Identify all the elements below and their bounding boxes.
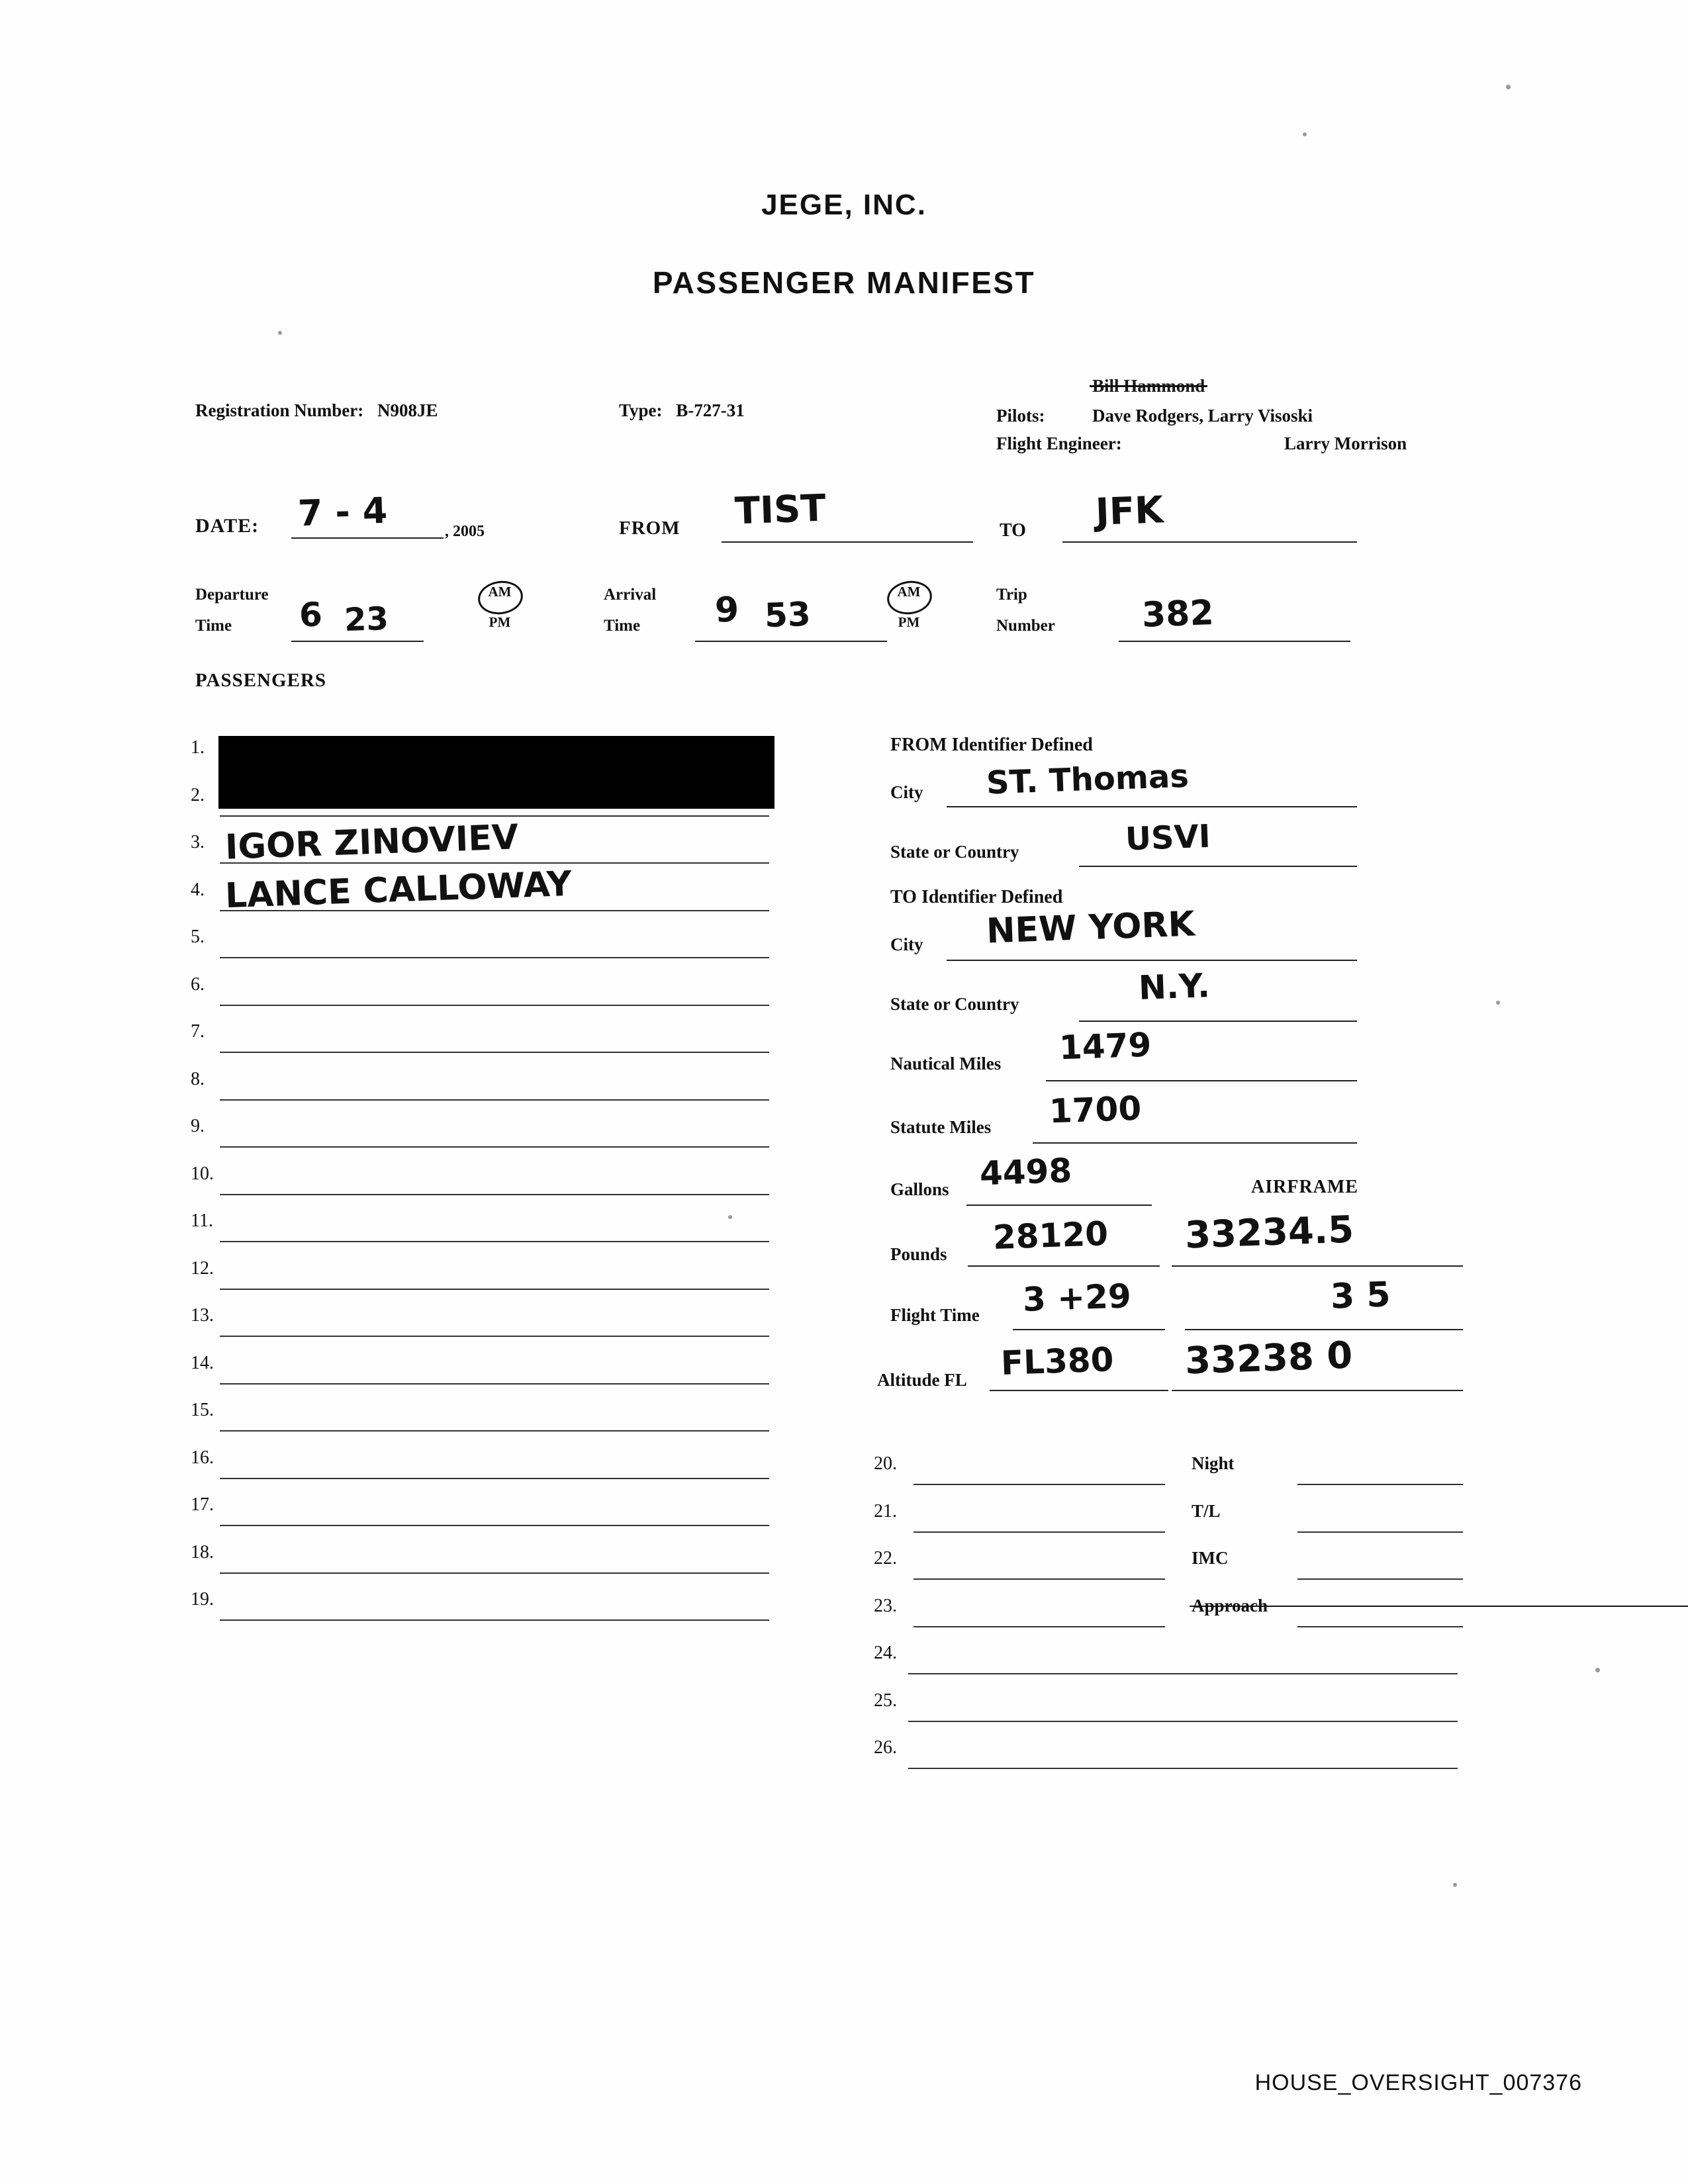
altitude-value: FL380 <box>1000 1340 1115 1383</box>
passenger-row-line <box>220 1289 769 1290</box>
scan-speck <box>728 1215 732 1219</box>
from-city-rule <box>947 806 1357 807</box>
passenger-row-number: 14. <box>191 1352 214 1373</box>
date-year: , 2005 <box>445 523 485 540</box>
passenger-row-line <box>220 1619 769 1621</box>
passengers-heading: PASSENGERS <box>195 670 327 691</box>
to-state-label: State or Country <box>890 994 1019 1014</box>
passenger-row-number: 5. <box>191 927 205 947</box>
flight-time-airframe-value: 3 5 <box>1329 1275 1391 1317</box>
altitude-airframe-value: 33238 0 <box>1184 1334 1354 1383</box>
airframe-heading: AIRFRAME <box>1251 1177 1358 1197</box>
passenger-row-line <box>220 1525 769 1526</box>
passenger-row-number: 10. <box>191 1163 214 1184</box>
arrival-pm-label: PM <box>898 614 920 630</box>
trip-label-line1: Trip <box>996 586 1027 604</box>
statute-miles-rule <box>1033 1142 1357 1144</box>
passenger-row-number: 11. <box>191 1210 213 1231</box>
registration-number-label: Registration Number: <box>195 400 364 420</box>
right-row-label: IMC <box>1192 1548 1229 1568</box>
aircraft-type-label: Type: <box>619 400 663 420</box>
trip-number-value: 382 <box>1141 593 1215 635</box>
arrival-label-line2: Time <box>604 617 641 635</box>
passenger-row-number: 18. <box>191 1541 214 1563</box>
passenger-name: LANCE CALLOWAY <box>224 864 573 916</box>
to-state-value: N.Y. <box>1138 966 1211 1007</box>
date-value: 7 - 4 <box>297 489 389 535</box>
right-row-line <box>908 1768 1458 1769</box>
passenger-row-line <box>220 1336 769 1337</box>
right-row-number: 22. <box>874 1548 897 1569</box>
arrival-minute-value: 53 <box>764 594 812 635</box>
right-row-number: 23. <box>874 1595 897 1616</box>
passenger-name: IGOR ZINOVIEV <box>224 817 520 868</box>
passenger-row-number: 7. <box>191 1021 205 1042</box>
statute-miles-label: Statute Miles <box>890 1117 992 1137</box>
from-identifier-heading: FROM Identifier Defined <box>890 735 1093 755</box>
passenger-row-number: 2. <box>191 784 205 805</box>
right-row-line <box>908 1673 1458 1674</box>
right-row-number: 25. <box>874 1690 897 1711</box>
passenger-row-line <box>220 957 769 958</box>
nautical-miles-rule <box>1046 1080 1357 1081</box>
from-state-rule <box>1079 866 1357 867</box>
statute-miles-value: 1700 <box>1049 1089 1143 1131</box>
aircraft-type-field <box>619 400 745 421</box>
right-row-value-line <box>1297 1626 1463 1627</box>
to-state-rule <box>1079 1021 1357 1022</box>
passenger-row-line <box>220 1005 769 1006</box>
passenger-row-line <box>220 1478 769 1479</box>
departure-label-line2: Time <box>195 617 232 635</box>
passenger-row-line <box>220 1052 769 1053</box>
flight-time-label: Flight Time <box>890 1305 980 1325</box>
gallons-rule <box>966 1205 1152 1206</box>
passenger-row-line <box>220 1430 769 1432</box>
registration-number-value: N908JE <box>377 400 438 420</box>
to-label: TO <box>1000 520 1026 541</box>
aircraft-type-value: B-727-31 <box>676 400 745 420</box>
departure-am-label: AM <box>488 584 512 600</box>
nautical-miles-label: Nautical Miles <box>890 1054 1002 1073</box>
right-row-label: T/L <box>1192 1500 1221 1521</box>
pilots-value: Dave Rodgers, Larry Visoski <box>1092 406 1313 426</box>
passenger-row-line <box>220 1099 769 1101</box>
passenger-row-line <box>220 1572 769 1574</box>
from-rule <box>722 541 973 543</box>
trip-label-line2: Number <box>996 617 1055 635</box>
passenger-row-line <box>220 815 769 817</box>
arrival-time-rule <box>695 641 887 642</box>
passenger-row-number: 8. <box>191 1068 205 1089</box>
right-row-number: 21. <box>874 1500 897 1522</box>
scan-speck <box>1303 132 1307 136</box>
right-row-label: Approach <box>1192 1596 1688 1616</box>
right-row-number: 20. <box>874 1453 897 1474</box>
redaction-bar <box>218 736 774 809</box>
departure-time-rule <box>291 641 424 642</box>
pounds-airframe-rule <box>1172 1265 1463 1267</box>
to-rule <box>1062 541 1357 543</box>
departure-pm-label: PM <box>489 614 511 630</box>
right-row-value-line <box>1297 1578 1463 1580</box>
departure-hour-value: 6 <box>298 595 323 635</box>
passenger-row-number: 9. <box>191 1116 205 1136</box>
arrival-am-label: AM <box>897 584 921 600</box>
form-title: PASSENGER MANIFEST <box>652 265 1036 300</box>
passenger-row-number: 15. <box>191 1400 214 1420</box>
passenger-row-number: 3. <box>191 832 205 852</box>
from-label: FROM <box>619 518 680 539</box>
right-row-value-line <box>1297 1531 1463 1533</box>
passenger-row-number: 16. <box>191 1447 214 1468</box>
altitude-airframe-rule <box>1172 1390 1463 1391</box>
date-rule <box>291 537 444 539</box>
from-city-value: ST. Thomas <box>986 757 1190 802</box>
passenger-row-number: 17. <box>191 1494 214 1515</box>
passenger-row-number: 13. <box>191 1305 214 1326</box>
scan-speck <box>1453 1883 1457 1887</box>
passenger-row-line <box>220 1146 769 1148</box>
passenger-row-number: 1. <box>191 737 205 758</box>
gallons-value: 4498 <box>979 1151 1073 1193</box>
flight-time-rule <box>1013 1329 1165 1330</box>
right-row-number: 24. <box>874 1643 897 1663</box>
flight-time-value: 3 +29 <box>1022 1277 1132 1319</box>
right-row-line <box>914 1484 1165 1485</box>
right-row-line <box>914 1626 1165 1627</box>
departure-minute-value: 23 <box>344 600 389 639</box>
bates-stamp: HOUSE_OVERSIGHT_007376 <box>1254 2070 1582 2095</box>
trip-number-rule <box>1119 641 1350 642</box>
to-city-label: City <box>890 934 923 954</box>
right-row-line <box>914 1578 1165 1580</box>
right-row-number: 26. <box>874 1737 897 1758</box>
registration-number-field <box>195 400 438 421</box>
passenger-row-number: 4. <box>191 879 205 900</box>
nautical-miles-value: 1479 <box>1058 1025 1152 1068</box>
departure-label-line1: Departure <box>195 586 269 604</box>
to-city-value: NEW YORK <box>986 904 1196 952</box>
passenger-row-number: 19. <box>191 1589 214 1610</box>
pounds-label: Pounds <box>890 1244 947 1264</box>
flight-engineer-label: Flight Engineer: <box>996 433 1122 453</box>
passenger-row-number: 12. <box>191 1257 214 1279</box>
from-state-label: State or Country <box>890 842 1019 862</box>
passenger-row-number: 6. <box>191 974 205 995</box>
from-state-value: USVI <box>1125 817 1211 858</box>
arrival-hour-value: 9 <box>714 590 740 631</box>
passenger-row-line <box>220 1241 769 1242</box>
scan-speck <box>278 331 282 335</box>
right-row-line <box>914 1531 1165 1533</box>
right-row-label: Night <box>1192 1453 1235 1473</box>
date-label: DATE: <box>195 515 259 537</box>
from-value: TIST <box>733 486 827 533</box>
scan-speck <box>1506 85 1511 89</box>
pilot-struck-name-text: Bill Hammond <box>1092 376 1205 396</box>
from-city-label: City <box>890 782 923 802</box>
pounds-value: 28120 <box>992 1214 1109 1257</box>
pounds-rule <box>968 1265 1160 1267</box>
to-identifier-heading: TO Identifier Defined <box>890 887 1063 907</box>
scan-speck <box>1595 1668 1600 1672</box>
to-value: JFK <box>1094 488 1164 534</box>
arrival-label-line1: Arrival <box>604 586 657 604</box>
flight-time-airframe-rule <box>1185 1329 1463 1330</box>
pilots-label: Pilots: <box>996 406 1045 426</box>
company-title: JEGE, INC. <box>761 189 927 221</box>
passenger-row-line <box>220 1383 769 1385</box>
gallons-label: Gallons <box>890 1179 949 1199</box>
scan-speck <box>1496 1001 1500 1005</box>
pounds-airframe-value: 33234.5 <box>1184 1208 1355 1257</box>
altitude-rule <box>990 1390 1168 1391</box>
flight-engineer-value: Larry Morrison <box>1284 433 1407 453</box>
pilot-struck-name <box>1092 376 1205 396</box>
right-row-line <box>908 1721 1458 1722</box>
to-city-rule <box>947 960 1357 961</box>
altitude-label: Altitude FL <box>877 1370 967 1390</box>
passenger-row-line <box>220 1194 769 1195</box>
right-row-value-line <box>1297 1484 1463 1485</box>
